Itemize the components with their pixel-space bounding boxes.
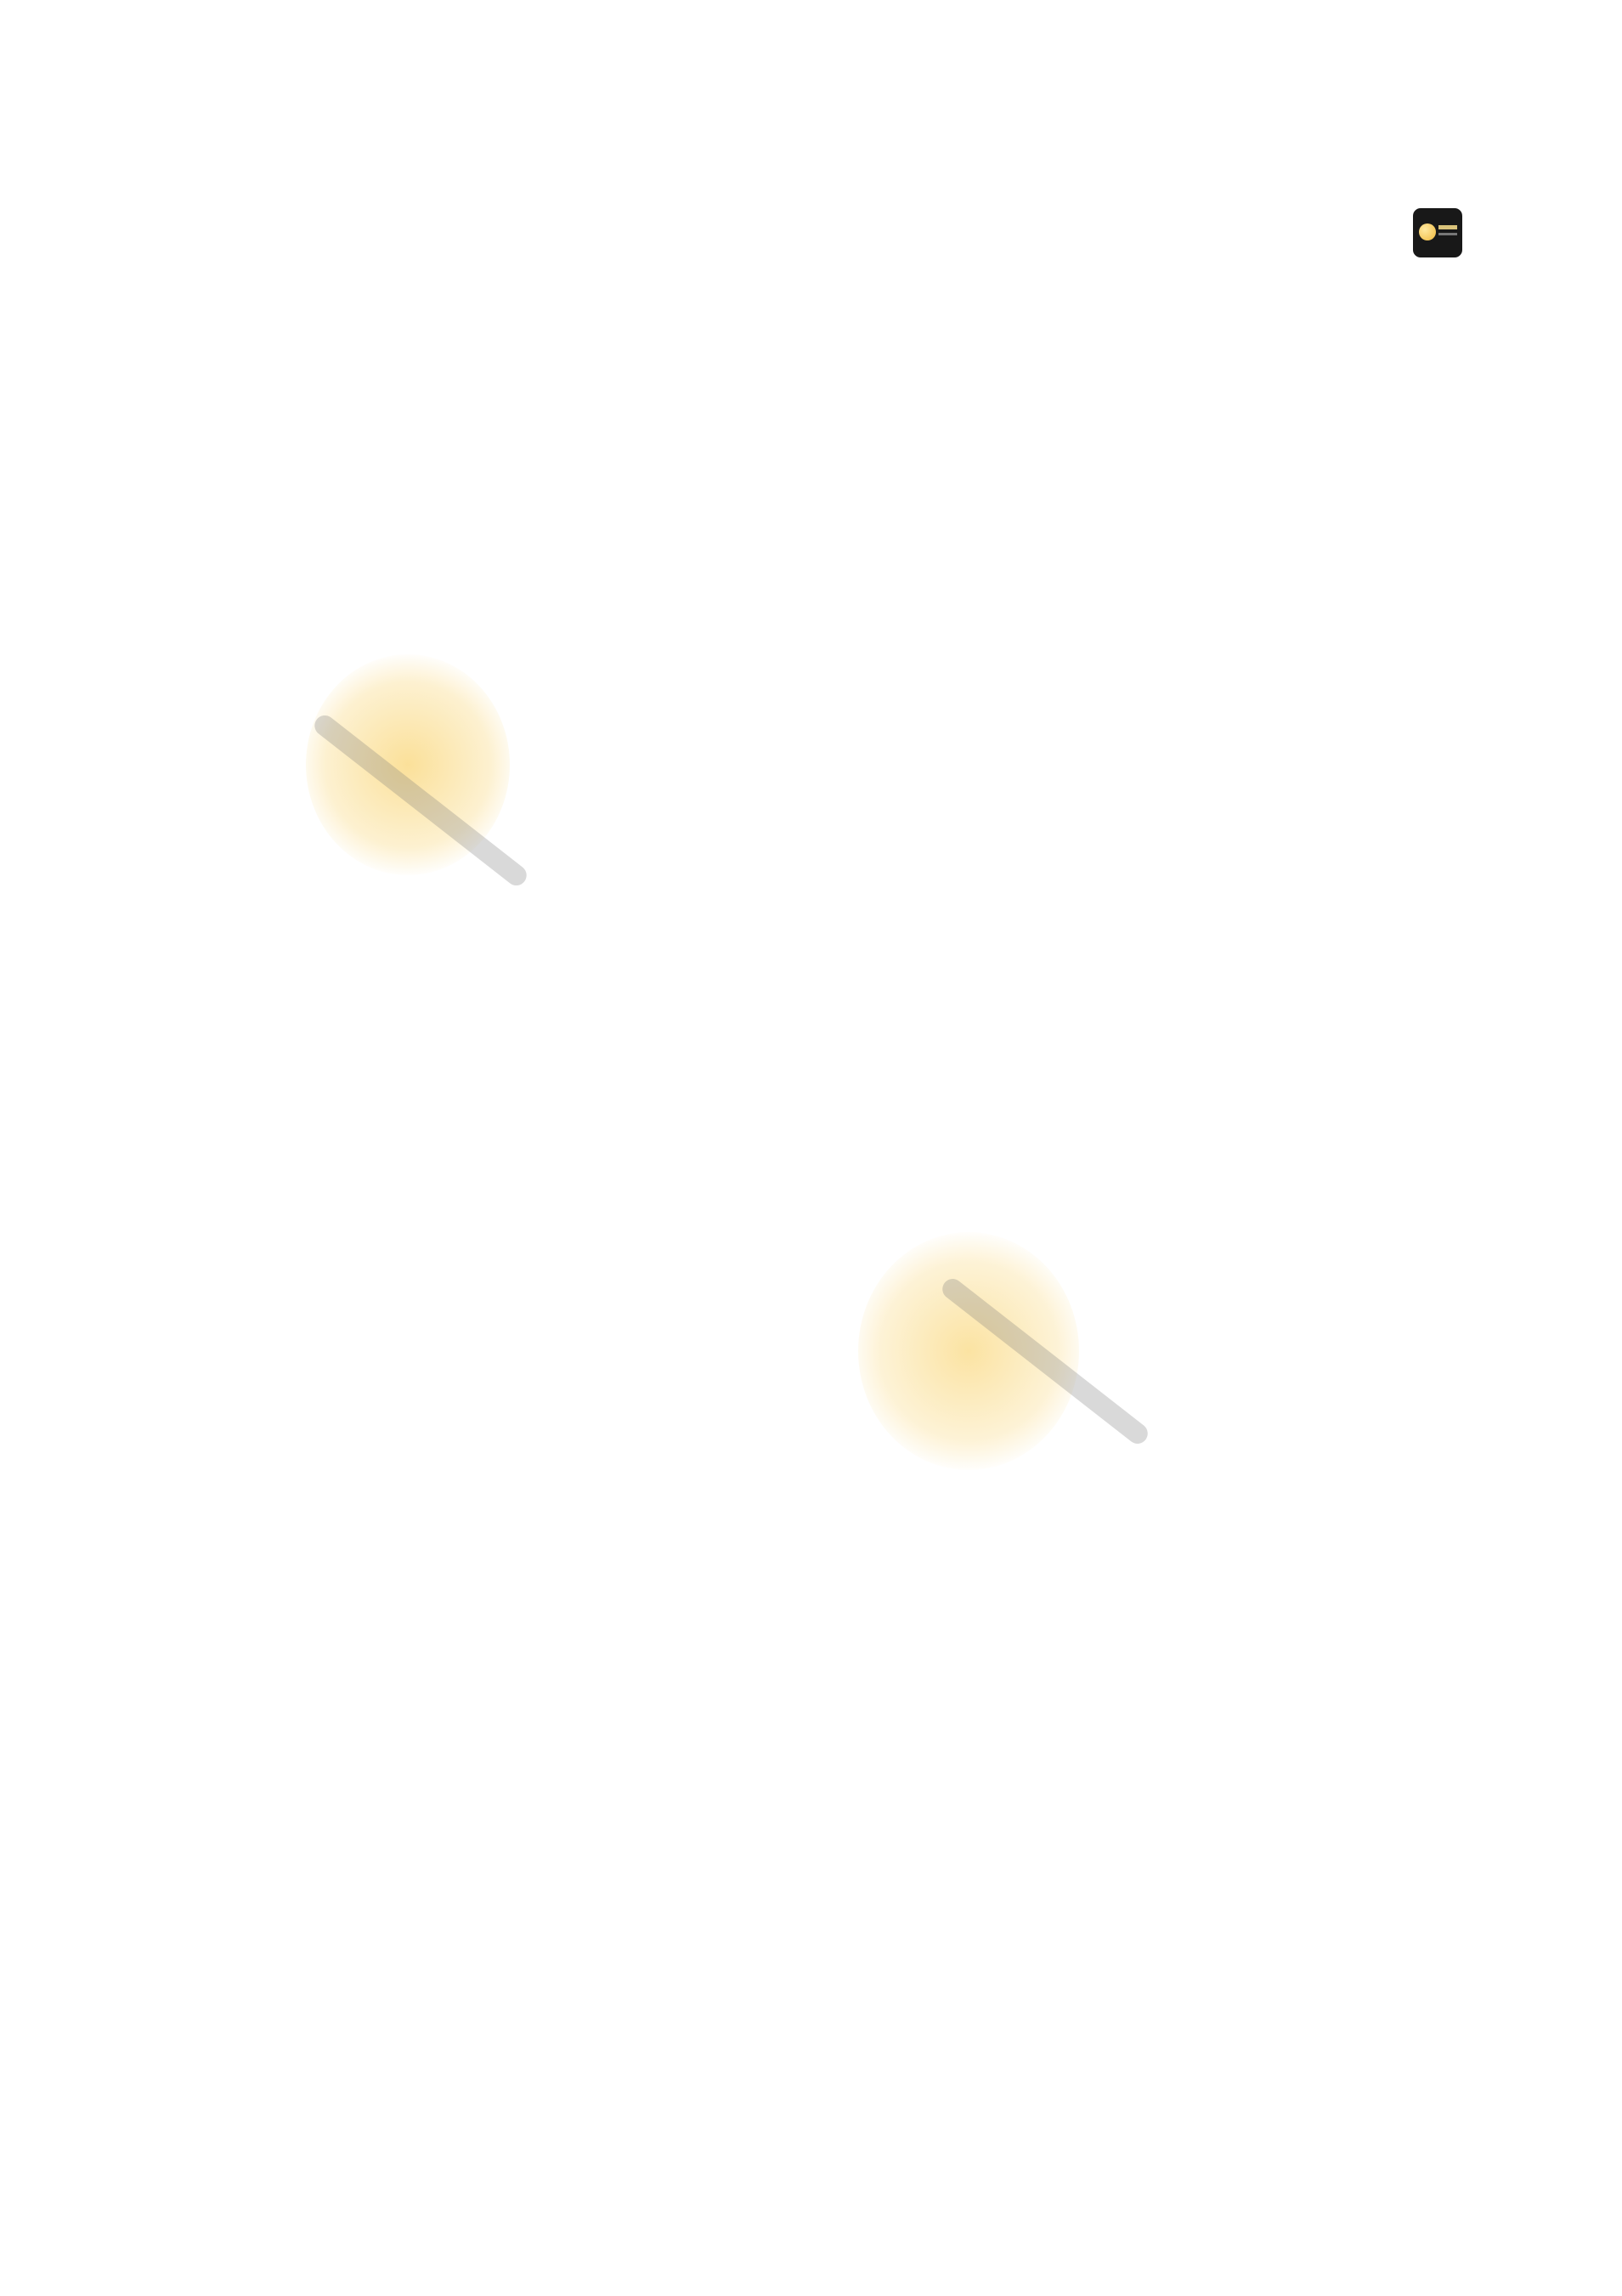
qr-logo-subtext	[1438, 233, 1457, 235]
qr-logo-mascot-icon	[1419, 223, 1436, 240]
qr-logo-text	[1438, 225, 1457, 229]
qr-center-logo	[1410, 206, 1465, 260]
qr-code	[1341, 136, 1534, 330]
